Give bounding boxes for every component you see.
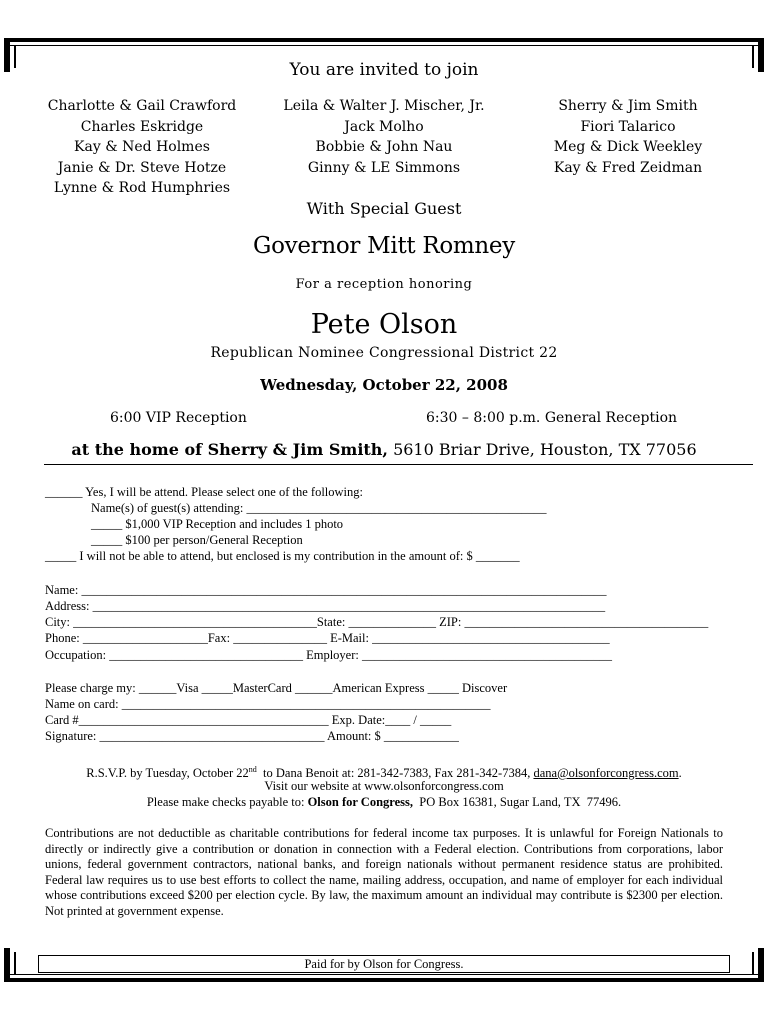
host-name: Kay & Ned Holmes bbox=[74, 139, 210, 155]
bottom-right-corner-inner bbox=[752, 952, 754, 974]
bottom-left-corner-inner bbox=[14, 952, 16, 974]
special-guest-label: With Special Guest bbox=[306, 199, 462, 218]
host-name: Charlotte & Gail Crawford bbox=[47, 98, 237, 114]
legal-disclaimer: Contributions are not deductible as charitable contributions for federal income tax purposes. It is unlawful for Foreign Nationals to directly or indirectly give a contribution or donation in connection with a Federal election. Contributions from corporations, labor unions, federal government contractors, national banks, and foreign nationals without permanent residence status are prohibited. Federal law requires us to use best efforts to collect the name, mailing address, occupation, and name of employer for each individual whose contributions exceed $200 per election cycle. By law, the maximum amount an individual may contribute is $2300 per election. Not printed at government expense. bbox=[45, 826, 723, 918]
venue bbox=[0, 440, 768, 459]
vip-reception-time: 6:00 VIP Reception bbox=[110, 410, 247, 426]
rsvp-contact: to Dana Benoit at: 281-342-7383, Fax 281-342-7384, bbox=[256, 766, 534, 781]
host-name: Leila & Walter J. Mischer, Jr. bbox=[283, 98, 485, 114]
city-state-zip-field[interactable]: City: _______________________________________State: ______________ ZIP: _______________________________________ bbox=[45, 615, 709, 629]
checks-payee: Olson for Congress, bbox=[307, 795, 414, 809]
host-name: Fiori Talarico bbox=[580, 118, 676, 135]
guest-names-field[interactable]: Name(s) of guest(s) attending: ________________________________________________ bbox=[91, 501, 547, 515]
attend-option[interactable]: ______ Yes, I will be attend. Please select one of the following: bbox=[45, 485, 363, 499]
rsvp-period: . bbox=[678, 766, 682, 781]
name-field[interactable]: Name: ____________________________________________________________________________________ bbox=[45, 583, 607, 597]
checks-address: PO Box 16381, Sugar Land, TX 77496. bbox=[413, 795, 622, 809]
checks-label: Please make checks payable to: bbox=[146, 795, 308, 809]
host-name: Bobbie & John Nau bbox=[315, 139, 453, 155]
honoree-name: Pete Olson bbox=[310, 309, 458, 340]
card-number-field[interactable]: Card #________________________________________ Exp. Date:____ / _____ bbox=[45, 713, 452, 727]
venue-host: at the home of Sherry & Jim Smith, bbox=[71, 440, 388, 459]
host-name: Meg & Dick Weekley bbox=[553, 139, 703, 155]
bottom-left-corner bbox=[4, 948, 10, 982]
name-on-card-field[interactable]: Name on card: ___________________________________________________________ bbox=[45, 697, 491, 711]
invitation-heading: You are invited to join bbox=[289, 60, 479, 80]
rsvp-superscript: nd bbox=[248, 765, 257, 774]
honoring-label: For a reception honoring bbox=[295, 277, 473, 292]
host-name: Lynne & Rod Humphries bbox=[53, 180, 231, 196]
checks-line bbox=[0, 794, 768, 810]
host-name: Janie & Dr. Steve Hotze bbox=[57, 159, 227, 176]
phone-fax-email-field[interactable]: Phone: ____________________Fax: _______________ E-Mail: ______________________________________ bbox=[45, 631, 610, 645]
occupation-employer-field[interactable]: Occupation: _______________________________ Employer: ________________________________________ bbox=[45, 648, 612, 662]
honoree-title: Republican Nominee Congressional District 22 bbox=[210, 345, 558, 361]
host-name: Charles Eskridge bbox=[80, 118, 204, 135]
general-reception-option[interactable]: _____ $100 per person/General Reception bbox=[91, 533, 303, 547]
special-guest-name: Governor Mitt Romney bbox=[253, 233, 515, 259]
rsvp-email-link[interactable]: dana@olsonforcongress.com bbox=[533, 766, 679, 781]
vip-reception-option[interactable]: _____ $1,000 VIP Reception and includes 1 photo bbox=[91, 517, 344, 531]
card-type-options[interactable]: Please charge my: ______Visa _____MasterCard ______American Express _____ Discover bbox=[45, 681, 508, 695]
bottom-border bbox=[10, 974, 758, 982]
event-date: Wednesday, October 22, 2008 bbox=[260, 376, 508, 394]
host-name: Kay & Fred Zeidman bbox=[553, 159, 703, 176]
address-field[interactable]: Address: __________________________________________________________________________________ bbox=[45, 599, 606, 613]
bottom-right-corner bbox=[758, 948, 764, 982]
rsvp-text: R.S.V.P. by Tuesday, October 22 bbox=[86, 766, 249, 781]
paid-for-by-footer: Paid for by Olson for Congress. bbox=[38, 955, 730, 973]
top-border bbox=[10, 38, 758, 46]
host-name: Sherry & Jim Smith bbox=[558, 98, 698, 114]
venue-address: 5610 Briar Drive, Houston, TX 77056 bbox=[387, 440, 697, 459]
hosts-left-column bbox=[22, 96, 262, 199]
divider-rule bbox=[44, 464, 753, 465]
host-name: Ginny & LE Simmons bbox=[307, 159, 461, 176]
signature-amount-field[interactable]: Signature: ____________________________________ Amount: $ ____________ bbox=[45, 729, 459, 743]
hosts-right-column bbox=[508, 96, 748, 178]
general-reception-time: 6:30 – 8:00 p.m. General Reception bbox=[426, 410, 678, 426]
website-line: Visit our website at www.olsonforcongress.com bbox=[264, 779, 504, 793]
contribution-option[interactable]: _____ I will not be able to attend, but enclosed is my contribution in the amount of: $ _______ bbox=[45, 549, 520, 563]
host-name: Jack Molho bbox=[344, 118, 424, 135]
hosts-middle-column bbox=[264, 96, 504, 178]
